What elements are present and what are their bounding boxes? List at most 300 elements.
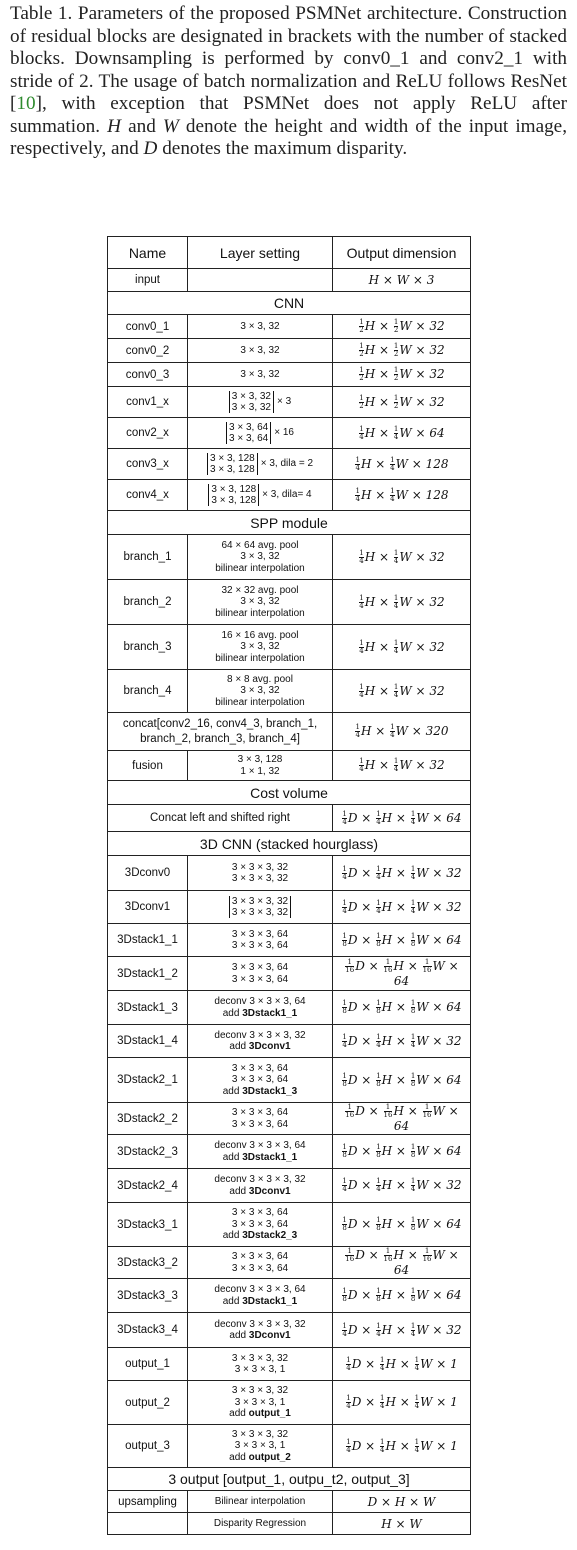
fraction-denominator: 4 [393, 765, 399, 773]
section-title: 3 output [output_1, outpu_t2, output_3] [108, 1468, 471, 1491]
output-dimension-cell [333, 363, 471, 387]
layer-name-cell: output_1 [108, 1348, 188, 1381]
fraction-denominator: 8 [342, 939, 347, 948]
fraction-numerator: 1 [410, 1287, 416, 1295]
table-row [108, 315, 471, 339]
fraction-numerator: 1 [355, 486, 360, 495]
table-row [108, 363, 471, 387]
fraction-denominator: 16 [383, 1255, 393, 1263]
dimension-text: W × 32 [399, 758, 445, 772]
fraction-numerator: 1 [393, 342, 399, 350]
dimension-text: D × H × W [367, 1494, 436, 1509]
output-dimension-cell [333, 1247, 471, 1279]
layer-setting-line [190, 1452, 330, 1464]
layer-name-cell: 3Dstack3_3 [108, 1279, 188, 1313]
layer-name-cell: branch_3 [108, 625, 188, 670]
setting-text: add [229, 1330, 249, 1341]
layer-setting-line: bilinear interpolation [215, 607, 305, 619]
fraction-numerator: 1 [359, 342, 364, 350]
fraction-numerator: 1 [410, 864, 416, 873]
dimension-text: H × [381, 865, 410, 880]
layer-setting-cell [188, 1491, 333, 1513]
bracket-matrix [229, 896, 291, 918]
layer-name-cell: conv0_2 [108, 339, 188, 363]
section-title: Cost volume [108, 781, 471, 805]
layer-setting-cell [188, 670, 333, 713]
table-row [108, 449, 471, 480]
layer-setting-line: 3 × 3 × 3, 1 [234, 1364, 286, 1375]
table-row [108, 418, 471, 449]
output-dimension-cell [333, 805, 471, 832]
dimension-text: H × [364, 683, 393, 698]
fraction [376, 1323, 380, 1338]
fraction-numerator: 1 [410, 1143, 416, 1151]
layer-name-cell: 3Dstack2_4 [108, 1169, 188, 1203]
table-row [108, 957, 471, 991]
fraction-denominator: 4 [410, 906, 416, 915]
fraction-denominator: 4 [359, 646, 364, 655]
fraction-denominator: 8 [376, 1007, 381, 1015]
bracket-matrix [226, 422, 271, 444]
table-row [108, 1381, 471, 1425]
fraction-denominator: 16 [345, 1255, 355, 1263]
fraction [394, 367, 398, 382]
fraction-denominator: 4 [346, 1363, 351, 1372]
layer-setting-cell [188, 957, 333, 991]
fraction-denominator: 2 [359, 374, 364, 382]
fraction-denominator: 16 [383, 966, 393, 974]
layer-setting-cell [188, 1247, 333, 1279]
dimension-text: H × [364, 319, 393, 333]
layer-name-cell: 3Dstack1_3 [108, 991, 188, 1025]
table-row [108, 1203, 471, 1247]
merged-line: branch_2, branch_3, branch_4] [140, 732, 300, 745]
fraction-numerator: 1 [359, 424, 364, 433]
layer-setting-cell [188, 924, 333, 957]
fraction-numerator: 1 [359, 548, 364, 557]
fraction-denominator: 4 [342, 872, 347, 881]
dimension-text: W × 64 [393, 959, 459, 988]
table-row [108, 1169, 471, 1203]
dimension-text: H × W [381, 1516, 422, 1531]
table-row [108, 580, 471, 625]
table-row [108, 480, 471, 511]
architecture-table [107, 236, 471, 1535]
dimension-text: D × [347, 932, 376, 947]
fraction-denominator: 8 [410, 1151, 416, 1159]
output-dimension-cell [333, 1513, 471, 1535]
fraction [411, 1288, 415, 1303]
dimension-text: H × [364, 639, 393, 654]
fraction [359, 684, 363, 699]
layer-setting-cell [188, 418, 333, 449]
dimension-text: W × 64 [399, 425, 445, 440]
layer-setting-cell [188, 1425, 333, 1468]
fraction-numerator: 1 [376, 931, 381, 940]
layer-name-cell: 3Dstack2_2 [108, 1103, 188, 1135]
fraction-numerator: 1 [376, 898, 381, 907]
fraction-denominator: 4 [410, 1329, 416, 1338]
fraction [342, 1288, 346, 1303]
section-title: CNN [108, 292, 471, 315]
layer-setting-line: 3 × 3, 32 [240, 320, 280, 332]
table-row [108, 535, 471, 580]
layer-setting-line: deconv 3 × 3 × 3, 32 [214, 1174, 306, 1185]
dimension-text: W × 64 [416, 1144, 462, 1158]
caption-var-d: D [143, 138, 158, 159]
fraction [359, 758, 363, 773]
table-row [108, 1279, 471, 1313]
layer-name-cell: 3Dstack2_3 [108, 1135, 188, 1169]
fraction [346, 1395, 350, 1410]
fraction [376, 1288, 380, 1303]
fraction-denominator: 4 [359, 432, 364, 441]
setting-text: add [222, 1295, 243, 1307]
fraction-denominator: 16 [345, 966, 355, 974]
dimension-text: W × 32 [399, 367, 445, 381]
table-row [108, 1348, 471, 1381]
layer-name-cell [108, 1513, 188, 1535]
fraction-numerator: 1 [342, 1071, 347, 1080]
table-row [108, 387, 471, 418]
fraction [384, 1104, 393, 1119]
fraction [376, 811, 380, 826]
fraction-numerator: 1 [345, 1104, 354, 1112]
fraction-denominator: 8 [342, 1224, 347, 1232]
fraction-denominator: 4 [390, 463, 395, 472]
fraction-denominator: 4 [380, 1402, 385, 1410]
table-caption [10, 3, 567, 161]
fraction-numerator: 1 [342, 931, 347, 940]
fraction-denominator: 8 [376, 1295, 381, 1303]
output-dimension-cell [333, 418, 471, 449]
fraction-numerator: 1 [384, 1248, 393, 1256]
fraction-numerator: 1 [376, 1216, 381, 1224]
dimension-text: W × 128 [395, 456, 449, 471]
fraction [423, 959, 432, 974]
fraction-numerator: 1 [410, 898, 416, 907]
section-row [108, 1468, 471, 1491]
dimension-text: D × [355, 1248, 383, 1262]
caption-var-h: H [107, 115, 122, 137]
fraction-numerator: 1 [423, 959, 432, 967]
header-layer-setting: Layer setting [188, 237, 333, 269]
dimension-text: H × [364, 758, 393, 772]
fraction-numerator: 1 [376, 1071, 381, 1080]
fraction-numerator: 1 [414, 1394, 420, 1402]
header-output-dimension: Output dimension [333, 237, 471, 269]
layer-setting-line: 3 × 3, 32 [240, 685, 280, 697]
layer-setting-cell [188, 1103, 333, 1135]
fraction-denominator: 4 [414, 1402, 420, 1410]
output-dimension-cell [333, 449, 471, 480]
fraction-numerator: 1 [359, 393, 364, 402]
fraction-numerator: 1 [393, 424, 399, 433]
layer-setting-line: 3 × 3 × 3, 64 [231, 1074, 289, 1086]
output-dimension-cell [333, 480, 471, 511]
dimension-text: W × 32 [399, 639, 445, 654]
dimension-text: W × 64 [416, 1217, 462, 1231]
dimension-text: D × [351, 1438, 380, 1453]
fraction [390, 488, 394, 503]
layer-name-cell: conv3_x [108, 449, 188, 480]
dimension-text: D × [347, 1072, 376, 1087]
fraction [376, 1034, 380, 1049]
stack-multiplier: × 3 [277, 396, 292, 408]
matrix-line: 3 × 3, 32 [231, 391, 271, 402]
caption-text-3: denote the height and width of the input image, respectively, and [10, 115, 567, 159]
dimension-text: W × 64 [416, 932, 462, 947]
layer-setting-line: 3 × 3 × 3, 64 [231, 1107, 289, 1118]
layer-setting-cell [188, 1135, 333, 1169]
fraction [411, 1144, 415, 1159]
dimension-text: H × [381, 1033, 410, 1048]
fraction [394, 426, 398, 441]
setting-ref-bold: 3Dstack1_3 [242, 1085, 298, 1097]
layer-setting-line: 3 × 3 × 3, 64 [231, 940, 289, 951]
layer-setting-line: 32 × 32 avg. pool [221, 584, 299, 596]
fraction-denominator: 4 [359, 601, 364, 610]
fraction-numerator: 1 [342, 1216, 347, 1224]
dimension-text: H × [381, 1000, 410, 1014]
fraction [411, 1217, 415, 1232]
output-dimension-cell [333, 339, 471, 363]
dimension-text: W × 64 [416, 810, 462, 825]
dimension-text: H × [385, 1395, 414, 1409]
fraction-denominator: 4 [393, 646, 399, 655]
table-row [108, 924, 471, 957]
fraction-numerator: 1 [342, 864, 347, 873]
fraction [380, 1357, 384, 1372]
fraction-numerator: 1 [414, 1355, 420, 1364]
layer-name-cell: 3Dstack3_1 [108, 1203, 188, 1247]
dimension-text: H × [393, 959, 422, 973]
dimension-text: D × [347, 1217, 376, 1231]
dimension-text: H × [364, 594, 393, 609]
fraction-numerator: 1 [355, 455, 360, 464]
output-dimension-cell [333, 924, 471, 957]
fraction-denominator: 8 [376, 1151, 381, 1159]
layer-setting-line [190, 1152, 330, 1164]
setting-ref-bold: 3Dstack1_1 [242, 1151, 298, 1163]
dimension-text: H × [364, 394, 393, 409]
fraction [342, 900, 346, 915]
table-row [108, 1491, 471, 1513]
dimension-text: H × [364, 549, 393, 564]
dimension-text: H × [385, 1356, 414, 1371]
fraction-denominator: 8 [342, 1007, 347, 1015]
dimension-text: W × 32 [416, 1033, 462, 1048]
layer-setting-line: 3 × 3 × 3, 64 [231, 1062, 289, 1074]
fraction [376, 866, 380, 881]
fraction [376, 1217, 380, 1232]
dimension-text: H × [364, 343, 393, 357]
layer-setting-line: 3 × 3, 32 [240, 368, 280, 380]
dimension-text: H × [381, 1288, 410, 1302]
dimension-text: W × 64 [416, 1072, 462, 1087]
setting-ref-bold: output_2 [248, 1451, 291, 1463]
table-row [108, 1313, 471, 1348]
fraction [359, 367, 363, 382]
output-dimension-cell [333, 625, 471, 670]
fraction-numerator: 1 [342, 999, 347, 1007]
dimension-text: W × 32 [399, 319, 445, 333]
setting-ref-bold: 3Dstack1_1 [242, 1007, 298, 1019]
matrix-line: 3 × 3 × 3, 32 [231, 896, 289, 907]
layer-name-cell: 3Dconv1 [108, 891, 188, 924]
fraction-numerator: 1 [342, 1032, 347, 1041]
merged-line: Concat left and shifted right [150, 811, 290, 824]
fraction-denominator: 4 [376, 906, 381, 915]
output-dimension-cell [333, 1313, 471, 1348]
fraction [415, 1395, 419, 1410]
dimension-text: D × [347, 1144, 376, 1158]
fraction-denominator: 4 [414, 1363, 420, 1372]
table-row [108, 1103, 471, 1135]
fraction-numerator: 1 [342, 1177, 347, 1185]
dimension-text: H × [381, 810, 410, 825]
table-row [108, 856, 471, 891]
fraction [411, 1000, 415, 1015]
layer-setting-line: 16 × 16 avg. pool [221, 629, 299, 641]
dimension-text: W × 32 [399, 594, 445, 609]
output-dimension-cell [333, 991, 471, 1025]
layer-setting-line: deconv 3 × 3 × 3, 64 [214, 1284, 306, 1295]
layer-setting-cell [188, 315, 333, 339]
layer-setting-line: 3 × 3 × 3, 64 [231, 928, 289, 940]
table-row [108, 1025, 471, 1058]
dimension-text: H × [381, 1144, 410, 1158]
layer-setting-line: 3 × 3, 32 [240, 344, 280, 356]
layer-setting-line: 3 × 3 × 3, 64 [231, 1118, 289, 1130]
fraction-denominator: 4 [346, 1402, 351, 1410]
dimension-text: H × W × 3 [368, 273, 435, 287]
fraction-numerator: 1 [414, 1437, 420, 1446]
fraction [411, 1323, 415, 1338]
fraction-denominator: 4 [346, 1445, 351, 1454]
layer-setting-line [190, 1041, 330, 1053]
dimension-text: H × [364, 425, 393, 440]
fraction-denominator: 4 [410, 872, 416, 881]
fraction-numerator: 1 [410, 931, 416, 940]
layer-setting-line: bilinear interpolation [215, 562, 305, 574]
layer-name-cell: conv0_3 [108, 363, 188, 387]
fraction [342, 866, 346, 881]
fraction-numerator: 1 [393, 593, 399, 602]
fraction-numerator: 1 [342, 809, 347, 818]
citation-link[interactable]: 10 [16, 93, 36, 114]
fraction-numerator: 1 [380, 1355, 385, 1364]
fraction-denominator: 4 [376, 1185, 381, 1193]
fraction-numerator: 1 [390, 723, 395, 731]
fraction-denominator: 4 [410, 1185, 416, 1193]
matrix-line: 3 × 3, 128 [211, 495, 257, 506]
fraction-denominator: 8 [342, 1079, 347, 1088]
fraction-numerator: 1 [410, 1032, 416, 1041]
bracket-matrix [207, 453, 258, 475]
layer-setting-line: 3 × 3 × 3, 64 [231, 1262, 289, 1274]
section-row [108, 832, 471, 856]
fraction-numerator: 1 [359, 366, 364, 374]
setting-ref-bold: 3Dconv1 [248, 1330, 291, 1341]
table-row [108, 339, 471, 363]
fraction-numerator: 1 [376, 809, 381, 818]
output-dimension-cell [333, 957, 471, 991]
section-title: 3D CNN (stacked hourglass) [108, 832, 471, 856]
output-dimension-cell [333, 1425, 471, 1468]
dimension-text: D × [347, 1033, 376, 1048]
fraction-numerator: 1 [376, 1321, 381, 1330]
layer-setting-line: 3 × 3 × 3, 64 [231, 973, 289, 985]
output-dimension-cell [333, 387, 471, 418]
fraction-numerator: 1 [390, 486, 395, 495]
fraction-numerator: 1 [346, 1394, 351, 1402]
fraction-numerator: 1 [345, 1248, 354, 1256]
caption-text-1: Table 1. Parameters of the proposed PSMNet architecture. Construction of residual blocks are designated in brackets with the number of stacked blocks. Downsampling is performed by conv0_1 and conv2_1 with stride of 2. The usage of batch normalization and ReLU follows ResNet [ [10, 3, 567, 114]
fraction [394, 343, 398, 358]
table-row [108, 1247, 471, 1279]
caption-text-2: ], with exception that PSMNet does not apply ReLU after summation. [10, 93, 567, 137]
fraction-numerator: 1 [342, 1321, 347, 1330]
fraction [359, 395, 363, 410]
layer-name-cell: branch_1 [108, 535, 188, 580]
layer-setting-line [190, 1008, 330, 1020]
fraction-numerator: 1 [359, 682, 364, 691]
dimension-text: H × [393, 1248, 422, 1262]
output-dimension-cell [333, 1279, 471, 1313]
layer-setting-line: 3 × 3 × 3, 1 [234, 1396, 286, 1408]
output-dimension-cell [333, 580, 471, 625]
fraction-denominator: 4 [342, 817, 347, 826]
layer-setting-cell [188, 856, 333, 891]
layer-setting-line: 3 × 3 × 3, 32 [231, 1352, 289, 1364]
merged-line: concat[conv2_16, conv4_3, branch_1, [122, 717, 318, 730]
fraction-denominator: 4 [342, 906, 347, 915]
fraction-numerator: 1 [393, 682, 399, 691]
fraction-denominator: 4 [355, 731, 360, 739]
fraction [359, 319, 363, 334]
fraction-denominator: 8 [410, 1007, 416, 1015]
layer-setting-line: 3 × 3 × 3, 64 [231, 1207, 289, 1219]
fraction-numerator: 1 [376, 864, 381, 873]
fraction-denominator: 4 [390, 494, 395, 503]
setting-ref-bold: 3Dconv1 [248, 1041, 291, 1052]
layer-setting-line: deconv 3 × 3 × 3, 32 [214, 1029, 306, 1041]
layer-name-cell: 3Dconv0 [108, 856, 188, 891]
output-dimension-cell [333, 315, 471, 339]
fraction-numerator: 1 [393, 393, 399, 402]
layer-setting-cell [188, 1313, 333, 1348]
dimension-text: W × 64 [393, 1104, 459, 1133]
setting-ref-bold: 3Dstack1_1 [242, 1295, 298, 1307]
fraction [359, 343, 363, 358]
layer-setting-line: 3 × 3 × 3, 32 [231, 873, 289, 884]
fraction [394, 640, 398, 655]
fraction [380, 1439, 384, 1454]
fraction-numerator: 1 [384, 959, 393, 967]
setting-text: add [229, 1451, 249, 1463]
fraction-numerator: 1 [390, 455, 395, 464]
matrix-line: 3 × 3, 128 [209, 464, 255, 475]
table-row [108, 805, 471, 832]
output-dimension-cell [333, 269, 471, 292]
dimension-text: W × 32 [399, 683, 445, 698]
table-row [108, 1058, 471, 1103]
table-row [108, 713, 471, 751]
fraction [411, 866, 415, 881]
table-row [108, 269, 471, 292]
fraction [411, 933, 415, 948]
